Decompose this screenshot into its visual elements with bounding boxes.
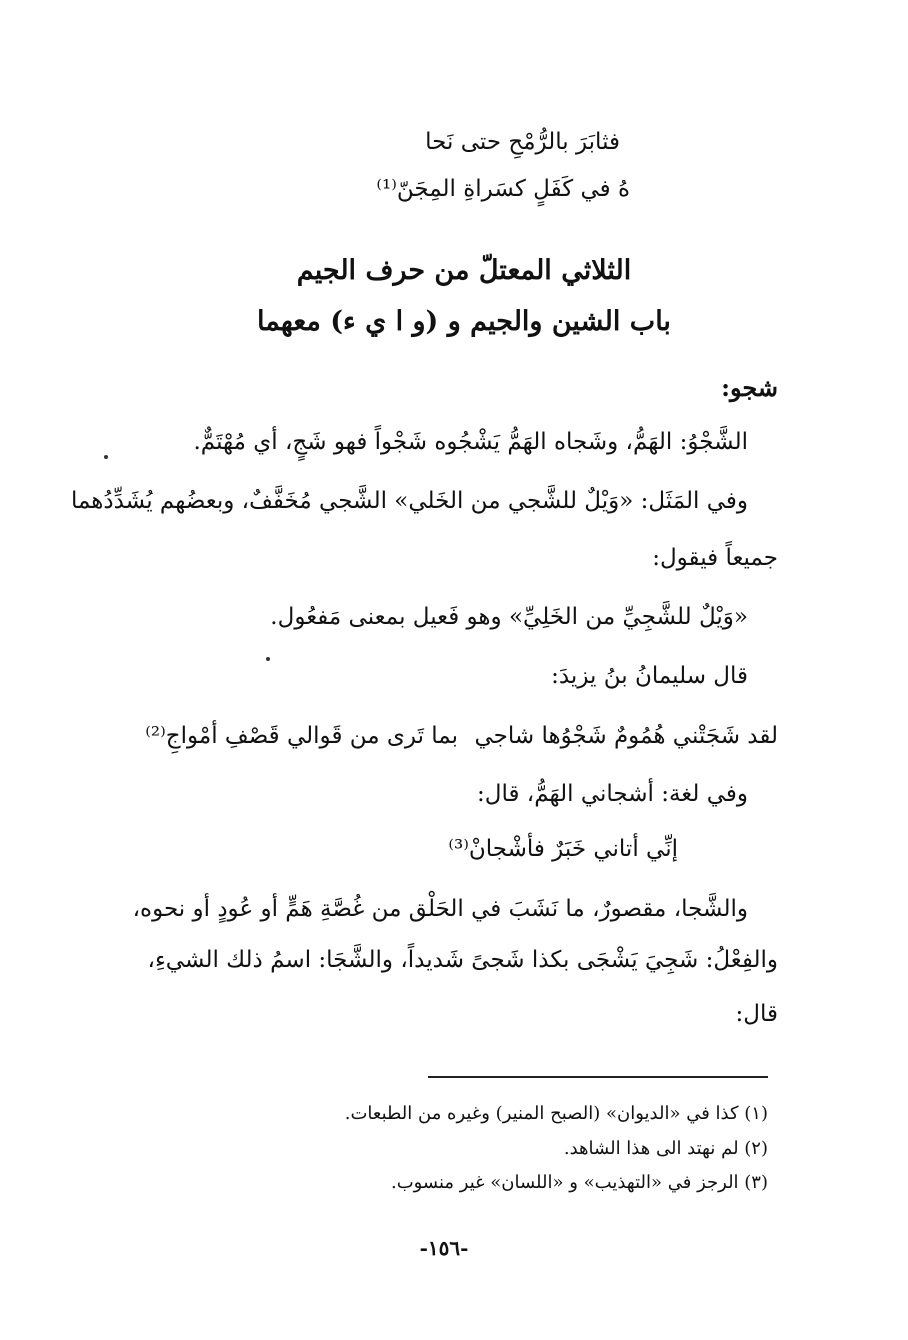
rajaz-verse: إنِّي أتاني خَبَرٌ فأشْجانْ⁽³⁾ (448, 836, 678, 862)
chapter-title: الثلاثي المعتلّ من حرف الجيم (296, 255, 632, 286)
footnote-divider (428, 1076, 768, 1078)
entry-paragraph-7: والفِعْلُ: شَجِيَ يَشْجَى بكذا شَجىً شَديداً، والشَّجَا: اسمُ ذلك الشيءِ، (147, 947, 778, 973)
footnote-1: (١) كذا في «الديوان» (الصبح المنير) وغيره من الطبعات. (344, 1103, 768, 1124)
poem-line-1: فثابَرَ بالرُّمْحِ حتى نَحا (425, 129, 620, 155)
entry-paragraph-4: «وَيْلٌ للشَّجِيِّ من الخَلِيِّ» وهو فَعيل بمعنى مَفعُول. (270, 604, 748, 630)
page-number: -١٥٦- (419, 1236, 469, 1260)
entry-paragraph-5: قال سليمانُ بنُ يزيدَ: (551, 663, 748, 689)
ink-speck (104, 455, 108, 459)
poem-line-2: هُ في كَفَلٍ كسَراةِ المِجَنّ⁽¹⁾ (376, 176, 630, 202)
entry-paragraph-6: والشَّجا، مقصورٌ، ما نَشَبَ في الحَلْق من غُصَّةِ هَمٍّ أو عُودٍ أو نحوه، (132, 896, 748, 922)
entry-paragraph-3: جميعاً فيقول: (652, 545, 778, 571)
verse-hemistich-2: بما تَرى من قَوالي قَصْفِ أمْواجِ⁽²⁾ (145, 723, 458, 749)
verse-hemistich-1: لقد شَجَتْني هُمُومٌ شَجْوُها شاجي (474, 723, 778, 749)
entry-paragraph-lugha: وفي لغة: أشجاني الهَمُّ، قال: (477, 781, 748, 807)
footnote-3: (٣) الرجز في «التهذيب» و «اللسان» غير منسوب. (390, 1172, 768, 1193)
footnote-2: (٢) لم نهتد الى هذا الشاهد. (563, 1138, 768, 1159)
entry-paragraph-8: قال: (735, 1001, 778, 1027)
entry-paragraph-1: الشَّجْوُ: الهَمُّ، وشَجاه الهَمُّ يَشْجُوه شَجْواً فهو شَجٍ، أي مُهْتَمٌّ. (193, 429, 748, 455)
chapter-subtitle: باب الشين والجيم و (و ا ي ء) معهما (257, 306, 671, 337)
ink-speck (266, 657, 270, 661)
entry-paragraph-2: وفي المَثَل: «وَيْلٌ للشَّجي من الخَلي» الشَّجي مُخَفَّفٌ، وبعضُهم يُشَدِّدُهما (70, 488, 748, 514)
entry-headword: شجو: (721, 373, 778, 402)
